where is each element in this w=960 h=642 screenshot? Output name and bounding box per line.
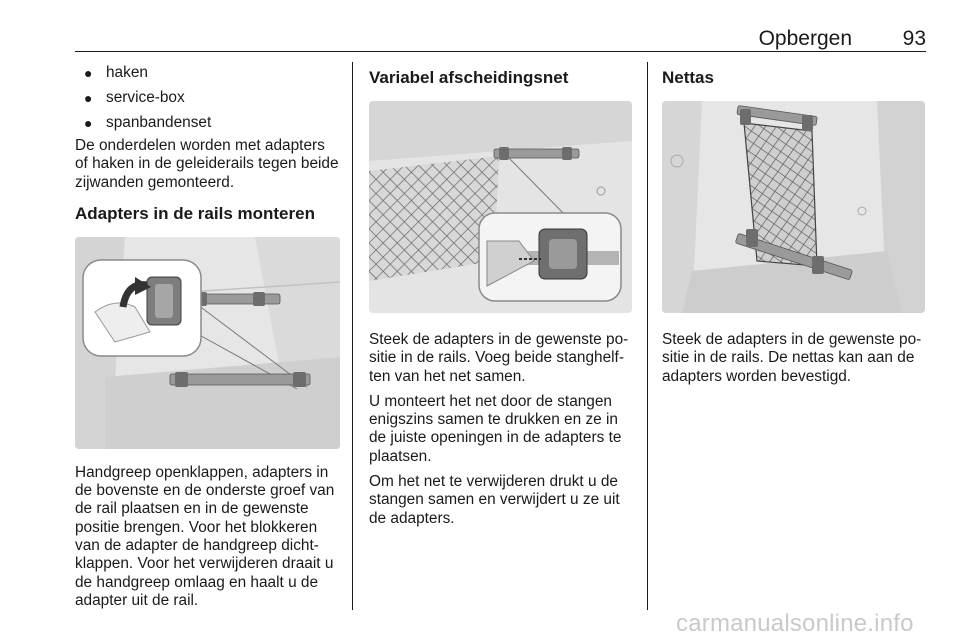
column-divider-2 xyxy=(647,62,648,610)
list-item: ● service-box xyxy=(84,89,185,106)
column-1 xyxy=(75,64,341,617)
page-number: 93 xyxy=(902,27,926,50)
list-item: ● spanbandenset xyxy=(84,114,212,131)
column-2 xyxy=(369,64,634,535)
instruction-paragraph-1: Steek de adapters in de gewenste positie in de rails. Voeg beide stanghelften van het net samen. xyxy=(369,331,629,385)
instruction-paragraph: Steek de adapters in de gewenste positie in de rails. De nettas kan aan de adapters worden bevestigd. xyxy=(662,331,922,385)
divider-net-illustration xyxy=(369,101,632,313)
section-heading: Nettas xyxy=(662,68,714,87)
instruction-paragraph-2: U monteert het net door de stangen enigszins samen te drukken en ze in de juiste openingen in de adapters te plaatsen. xyxy=(369,392,622,465)
instruction-paragraph-3: Om het net te verwijderen drukt u de stangen samen en verwijdert u ze uit de adapters. xyxy=(369,473,620,527)
column-divider-1 xyxy=(352,62,353,610)
section-heading: Variabel afscheidingsnet xyxy=(369,68,569,87)
watermark: carmanualsonline.info xyxy=(676,610,914,637)
section-heading: Adapters in de rails monteren xyxy=(75,203,315,223)
section-title: Opbergen xyxy=(758,27,852,50)
net-bag-illustration xyxy=(662,101,925,313)
intro-paragraph: De onderdelen worden met adapters of haken in de geleiderails tegen beide zijwanden gemonteerd. xyxy=(75,137,339,191)
rail-adapter-illustration xyxy=(75,237,340,449)
parts-list xyxy=(75,64,341,132)
column-3 xyxy=(662,64,928,393)
instruction-paragraph: Handgreep openklappen, adapters in de bovenste en de onderste groef van de rail plaatsen en in de gewenste positie brengen. Voor het blokkeren van de adapter de handgreep dichtklappen. Voor het verwijderen draait u de handgreep omlaag en haalt u de adapter uit de rail. xyxy=(75,463,335,609)
list-item: ● haken xyxy=(84,64,148,81)
header-rule xyxy=(75,51,926,52)
